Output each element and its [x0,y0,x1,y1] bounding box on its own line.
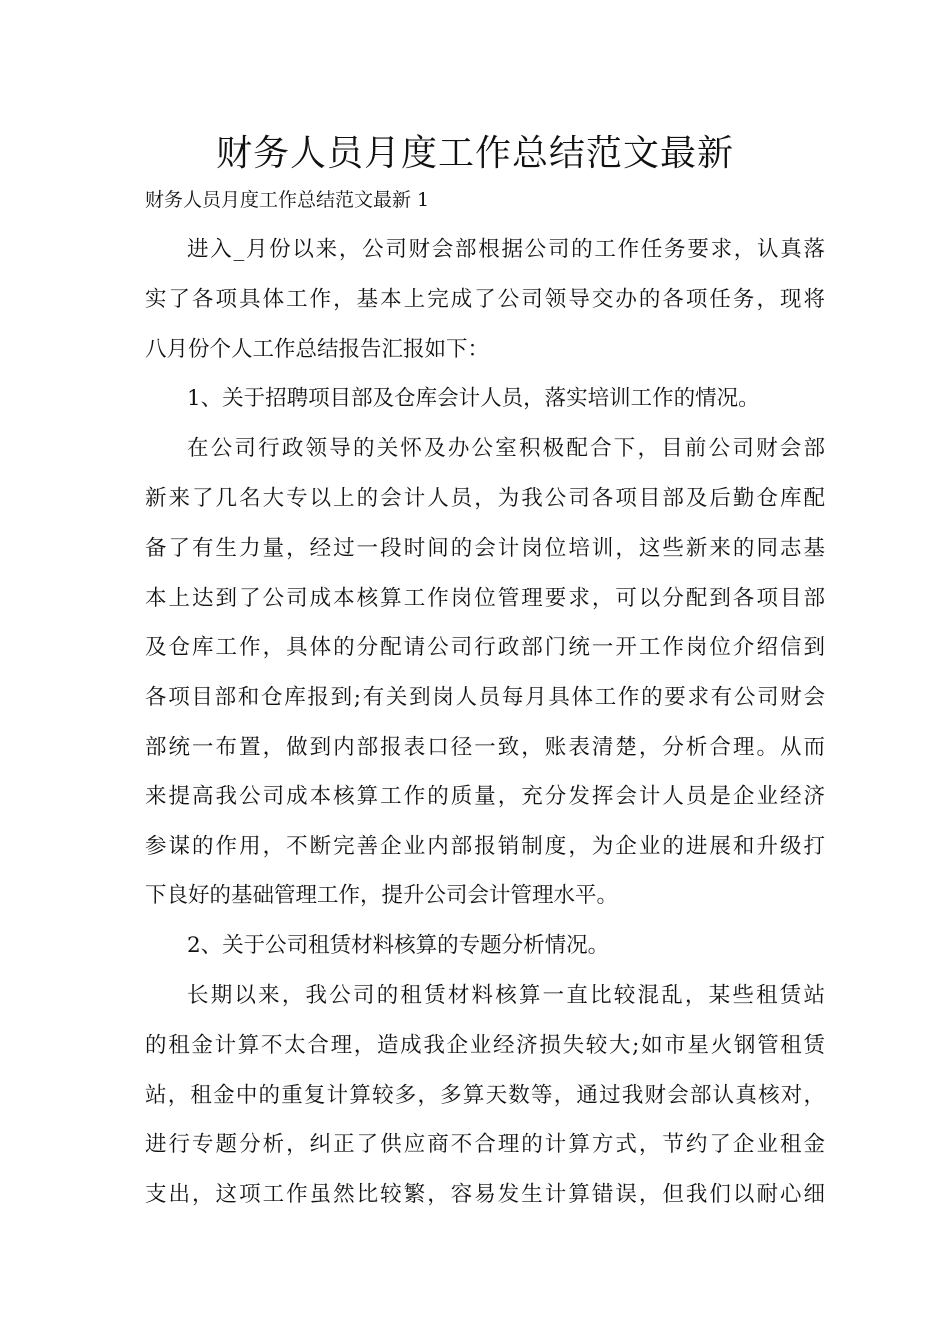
paragraph-line: 八月份个人工作总结报告汇报如下： [145,337,490,362]
paragraph-line: 来提高我公司成本核算工作的质量，充分发挥会计人员是企业经济 [145,784,825,809]
paragraph-line: 及仓库工作，具体的分配请公司行政部门统一开工作岗位介绍信到 [145,635,825,660]
paragraph-line: 新来了几名大专以上的会计人员，为我公司各项目部及后勤仓库配 [145,486,825,511]
paragraph-line: 下良好的基础管理工作，提升公司会计管理水平。 [145,883,619,908]
paragraph-line: 进行专题分析，纠正了供应商不合理的计算方式，节约了企业租金 [145,1132,825,1157]
document-title: 财务人员月度工作总结范文最新 [215,133,734,174]
paragraph-line: 站，租金中的重复计算较多，多算天数等，通过我财会部认真核对， [145,1083,825,1108]
paragraph-line: 在公司行政领导的关怀及办公室积极配合下，目前公司财会部 [187,436,825,461]
section-heading: 2、关于公司租赁材料核算的专题分析情况。 [187,933,610,958]
paragraph-line: 本上达到了公司成本核算工作岗位管理要求，可以分配到各项目部 [145,586,825,611]
document-subtitle: 财务人员月度工作总结范文最新 1 [145,189,430,211]
paragraph-line: 实了各项具体工作，基本上完成了公司领导交办的各项任务，现将 [145,287,825,312]
paragraph-line: 参谋的作用，不断完善企业内部报销制度，为企业的进展和升级打 [145,834,825,859]
section-heading: 1、关于招聘项目部及仓库会计人员，落实培训工作的情况。 [187,386,760,411]
paragraph-line: 的租金计算不太合理，造成我企业经济损失较大;如市星火钢管租赁 [145,1033,825,1058]
paragraph-line: 支出，这项工作虽然比较繁，容易发生计算错误，但我们以耐心细 [145,1182,825,1207]
paragraph-line: 备了有生力量，经过一段时间的会计岗位培训，这些新来的同志基 [145,536,825,561]
paragraph-line: 部统一布置，做到内部报表口径一致，账表清楚，分析合理。从而 [145,735,825,760]
paragraph-line: 各项目部和仓库报到;有关到岗人员每月具体工作的要求有公司财会 [145,685,825,710]
paragraph-line: 长期以来，我公司的租赁材料核算一直比较混乱，某些租赁站 [187,983,825,1008]
paragraph-line: 进入_月份以来，公司财会部根据公司的工作任务要求，认真落 [187,237,825,262]
